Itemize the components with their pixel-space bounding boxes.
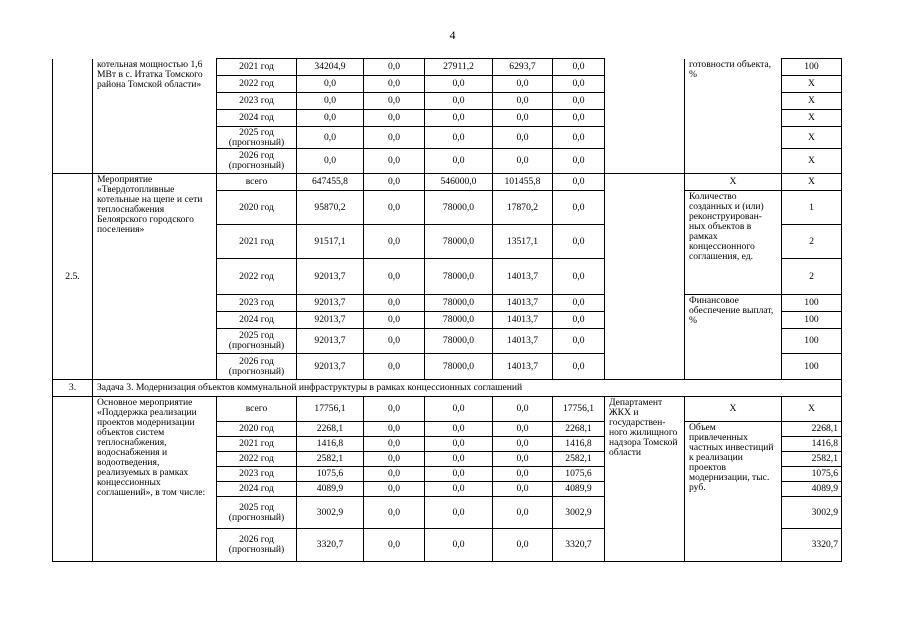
amount-cell: 92013,7 [297,295,364,312]
amount-cell: 3002,9 [553,497,605,529]
amount-cell: 1416,8 [297,437,364,452]
amount-cell: 14013,7 [493,312,553,329]
amount-cell: 0,0 [425,93,493,110]
amount-cell: 0,0 [425,452,493,467]
amount-cell: 17756,1 [297,397,364,422]
amount-cell: 0,0 [425,110,493,127]
indicator-name: Финансовое обеспечение выплат, % [685,295,782,380]
indicator-value: 100 [782,295,842,312]
amount-cell: 0,0 [493,437,553,452]
amount-cell: 1075,6 [553,467,605,482]
year-cell: всего [217,397,297,422]
indicator-x: Х [685,397,782,422]
amount-cell: 0,0 [553,174,605,191]
amount-cell: 14013,7 [493,354,553,380]
amount-cell: 92013,7 [297,329,364,354]
program-table [52,58,842,562]
amount-cell: 3002,9 [297,497,364,529]
amount-cell: 34204,9 [297,59,364,76]
indicator-value: 3002,9 [782,497,842,529]
amount-cell: 0,0 [364,467,425,482]
amount-cell: 0,0 [553,225,605,259]
amount-cell: 0,0 [364,127,425,149]
year-cell: 2026 год (прогнозный) [217,354,297,380]
indicator-value: 100 [782,312,842,329]
amount-cell: 0,0 [364,452,425,467]
year-cell: 2021 год [217,59,297,76]
year-cell: 2024 год [217,482,297,497]
amount-cell: 0,0 [425,76,493,93]
amount-cell: 0,0 [425,149,493,174]
year-cell: 2020 год [217,422,297,437]
indicator-value: 3320,7 [782,529,842,562]
indicator-value: Х [782,93,842,110]
table-row [53,380,842,397]
department-name: Департамент ЖКХ и государствен-ного жилищного надзора Томской области [605,397,685,562]
amount-cell: 2582,1 [553,452,605,467]
amount-cell: 78000,0 [425,354,493,380]
amount-cell: 0,0 [364,110,425,127]
table-row [53,174,842,191]
amount-cell: 0,0 [297,149,364,174]
indicator-name: Объем привлеченных частных инвестиций к реализации проектов модернизации, тыс. руб. [685,422,782,562]
amount-cell: 0,0 [364,93,425,110]
amount-cell: 0,0 [364,149,425,174]
amount-cell: 0,0 [364,529,425,562]
amount-cell: 17870,2 [493,191,553,225]
amount-cell: 0,0 [553,191,605,225]
amount-cell: 0,0 [553,59,605,76]
amount-cell: 0,0 [364,174,425,191]
amount-cell: 27911,2 [425,59,493,76]
amount-cell: 0,0 [364,76,425,93]
row-number-cell [53,397,93,562]
amount-cell: 2268,1 [297,422,364,437]
indicator-value: 100 [782,329,842,354]
indicator-value: 1075,6 [782,467,842,482]
indicator-x: Х [685,174,782,191]
amount-cell: 0,0 [553,93,605,110]
year-cell: 2024 год [217,110,297,127]
amount-cell: 0,0 [553,110,605,127]
amount-cell: 0,0 [297,93,364,110]
table-row [53,59,842,76]
amount-cell: 91517,1 [297,225,364,259]
amount-cell: 0,0 [364,312,425,329]
year-cell: 2026 год (прогнозный) [217,149,297,174]
activity-name: Мероприятие «Твердотопливные котельные на щепе и сети теплоснабжения Белоярского городского поселения» [93,174,217,380]
indicator-value: 4089,9 [782,482,842,497]
amount-cell: 0,0 [364,482,425,497]
amount-cell: 0,0 [425,422,493,437]
indicator-value: Х [782,110,842,127]
indicator-name: Количество созданных и (или) реконструирован-ных объектов в рамках концессионного соглашения, ед. [685,191,782,295]
amount-cell: 0,0 [493,452,553,467]
year-cell: 2023 год [217,467,297,482]
amount-cell: 0,0 [364,225,425,259]
year-cell: 2022 год [217,259,297,295]
activity-name: Основное мероприятие «Поддержка реализации проектов модернизации объектов систем теплоснабжения, водоснабжения и водоотведения, реализуемых в рамках концессионных соглашений», в том числе: [93,397,217,562]
year-cell: всего [217,174,297,191]
amount-cell: 0,0 [297,76,364,93]
year-cell: 2023 год [217,295,297,312]
amount-cell: 0,0 [493,467,553,482]
row-number-cell: 2.5. [53,174,93,380]
indicator-value: 2 [782,225,842,259]
amount-cell: 92013,7 [297,354,364,380]
amount-cell: 14013,7 [493,295,553,312]
amount-cell: 101455,8 [493,174,553,191]
indicator-value: Х [782,397,842,422]
amount-cell: 4089,9 [297,482,364,497]
amount-cell: 78000,0 [425,191,493,225]
amount-cell: 0,0 [425,397,493,422]
amount-cell: 0,0 [493,93,553,110]
amount-cell: 78000,0 [425,329,493,354]
amount-cell: 0,0 [493,497,553,529]
amount-cell: 0,0 [297,110,364,127]
amount-cell: 1416,8 [553,437,605,452]
amount-cell: 78000,0 [425,259,493,295]
indicator-value: 2 [782,259,842,295]
amount-cell: 0,0 [364,437,425,452]
amount-cell: 0,0 [364,397,425,422]
indicator-value: 2582,1 [782,452,842,467]
year-cell: 2025 год (прогнозный) [217,127,297,149]
amount-cell: 78000,0 [425,312,493,329]
indicator-value: 1416,8 [782,437,842,452]
year-cell: 2022 год [217,452,297,467]
amount-cell: 14013,7 [493,259,553,295]
task-title: Задача 3. Модернизация объектов коммунальной инфраструктуры в рамках концессионных соглашений [93,380,842,397]
amount-cell: 0,0 [493,127,553,149]
indicator-value: Х [782,174,842,191]
row-number-cell [53,59,93,174]
year-cell: 2021 год [217,437,297,452]
year-cell: 2024 год [217,312,297,329]
indicator-value: 100 [782,354,842,380]
amount-cell: 92013,7 [297,312,364,329]
indicator-value: 100 [782,59,842,76]
amount-cell: 78000,0 [425,295,493,312]
indicator-name: готовности объекта, % [685,59,782,174]
amount-cell: 0,0 [364,191,425,225]
amount-cell: 3320,7 [297,529,364,562]
amount-cell: 95870,2 [297,191,364,225]
department-cell [605,59,685,174]
amount-cell: 0,0 [425,497,493,529]
table-row [53,397,842,422]
amount-cell: 0,0 [493,397,553,422]
amount-cell: 0,0 [297,127,364,149]
year-cell: 2025 год (прогнозный) [217,497,297,529]
amount-cell: 3320,7 [553,529,605,562]
amount-cell: 0,0 [425,127,493,149]
amount-cell: 6293,7 [493,59,553,76]
amount-cell: 647455,8 [297,174,364,191]
task-number: 3. [53,380,93,397]
amount-cell: 2582,1 [297,452,364,467]
year-cell: 2026 год (прогнозный) [217,529,297,562]
amount-cell: 0,0 [364,354,425,380]
amount-cell: 4089,9 [553,482,605,497]
amount-cell: 0,0 [425,482,493,497]
amount-cell: 0,0 [493,149,553,174]
amount-cell: 0,0 [493,422,553,437]
amount-cell: 13517,1 [493,225,553,259]
indicator-value: 1 [782,191,842,225]
amount-cell: 0,0 [364,422,425,437]
amount-cell: 0,0 [553,127,605,149]
indicator-value: Х [782,127,842,149]
amount-cell: 92013,7 [297,259,364,295]
department-cell [605,174,685,380]
year-cell: 2021 год [217,225,297,259]
amount-cell: 0,0 [493,482,553,497]
amount-cell: 0,0 [493,110,553,127]
indicator-value: Х [782,76,842,93]
indicator-value: 2268,1 [782,422,842,437]
activity-name: котельная мощностью 1,6 МВт в с. Итатка Томского района Томской области» [93,59,217,174]
amount-cell: 0,0 [364,259,425,295]
amount-cell: 0,0 [553,312,605,329]
amount-cell: 0,0 [364,329,425,354]
amount-cell: 0,0 [553,329,605,354]
amount-cell: 0,0 [425,529,493,562]
amount-cell: 0,0 [553,259,605,295]
year-cell: 2025 год (прогнозный) [217,329,297,354]
amount-cell: 0,0 [364,59,425,76]
amount-cell: 546000,0 [425,174,493,191]
year-cell: 2023 год [217,93,297,110]
amount-cell: 14013,7 [493,329,553,354]
amount-cell: 0,0 [553,354,605,380]
amount-cell: 2268,1 [553,422,605,437]
amount-cell: 0,0 [553,149,605,174]
amount-cell: 0,0 [493,529,553,562]
year-cell: 2022 год [217,76,297,93]
amount-cell: 1075,6 [297,467,364,482]
amount-cell: 78000,0 [425,225,493,259]
indicator-value: Х [782,149,842,174]
amount-cell: 0,0 [364,295,425,312]
amount-cell: 0,0 [425,437,493,452]
year-cell: 2020 год [217,191,297,225]
amount-cell: 0,0 [493,76,553,93]
amount-cell: 17756,1 [553,397,605,422]
amount-cell: 0,0 [364,497,425,529]
amount-cell: 0,0 [553,76,605,93]
amount-cell: 0,0 [425,467,493,482]
amount-cell: 0,0 [553,295,605,312]
page-number: 4 [449,28,456,42]
